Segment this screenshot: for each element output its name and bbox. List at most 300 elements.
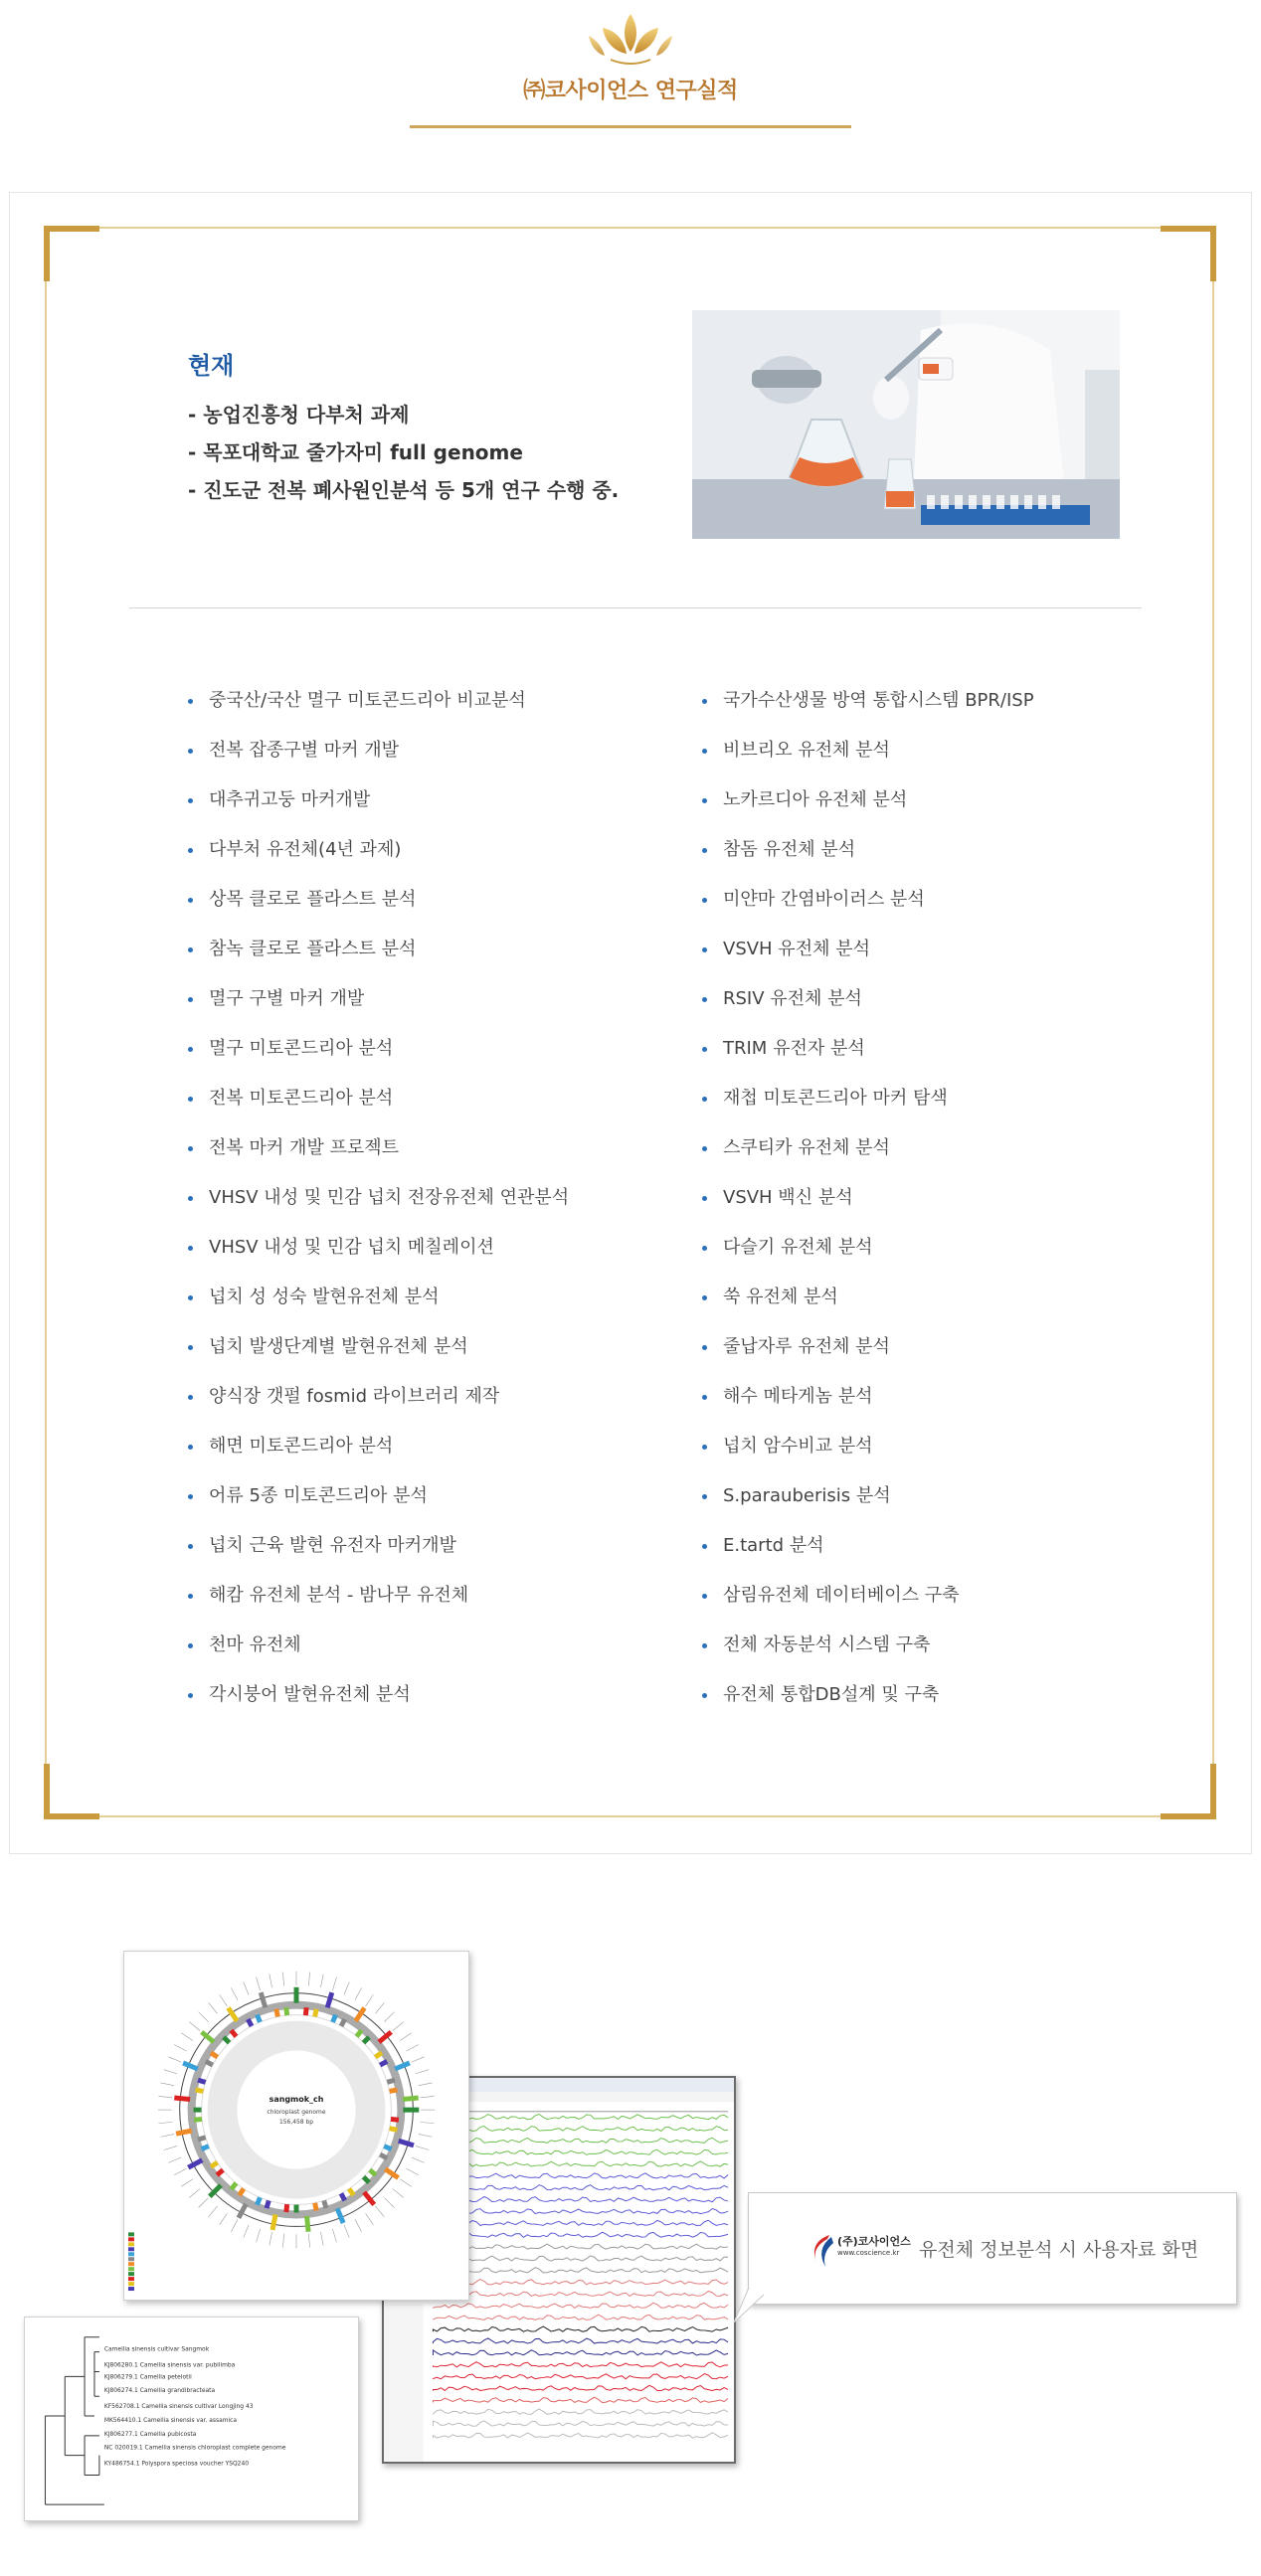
project-label: 미얀마 간염바이러스 분석	[723, 889, 925, 910]
gene-tick	[393, 2022, 404, 2031]
project-label: 상목 클로로 플라스트 분석	[209, 889, 417, 910]
project-label: E.tartd 분석	[723, 1535, 824, 1556]
list-item	[188, 676, 665, 726]
legend-swatch	[128, 2272, 134, 2276]
gene-block	[403, 2098, 419, 2100]
gene-tick	[406, 2044, 418, 2051]
legend-swatch	[128, 2232, 134, 2236]
coverage-track	[433, 2326, 728, 2331]
gene-tick	[174, 2168, 186, 2175]
project-label: 국가수산생물 방역 통합시스템 BPR/ISP	[723, 690, 1034, 711]
current-project-item: - 목포대학교 줄가자미 full genome	[188, 440, 523, 464]
circle-size: 156,458 bp	[278, 2119, 314, 2127]
bullet-icon	[702, 699, 707, 704]
list-item	[702, 1024, 1179, 1074]
gene-tick	[158, 2096, 172, 2097]
company-url: www.coscience.kr	[837, 2249, 900, 2257]
frame-corner-top-left	[44, 226, 99, 281]
bullet-icon	[702, 1445, 707, 1450]
list-item	[188, 1471, 665, 1521]
list-item	[188, 825, 665, 875]
gene-block	[327, 1992, 332, 2007]
project-label: 다슬기 유전체 분석	[723, 1237, 873, 1258]
bullet-icon	[188, 947, 193, 952]
gene-tick	[412, 2157, 425, 2162]
bullet-icon	[188, 1693, 193, 1698]
tree-leaf-label: KJ806274.1 Camellia grandibracteata	[103, 2387, 216, 2395]
tree-leaf-label: KY486754.1 Polyspora speciosa voucher YSQ240	[103, 2460, 250, 2468]
chloroplast-genome-map	[123, 1951, 469, 2301]
project-label: 줄납자루 유전체 분석	[723, 1336, 890, 1357]
project-label: 해수 메타게놈 분석	[723, 1386, 873, 1407]
gene-tick	[231, 1987, 238, 1999]
project-label: RSIV 유전체 분석	[723, 988, 862, 1009]
gene-tick	[164, 2070, 177, 2074]
gene-tick	[244, 2225, 249, 2238]
gene-tick	[332, 1977, 336, 1990]
project-label: 전복 잡종구별 마커 개발	[209, 740, 400, 761]
gene-tick	[320, 1975, 323, 1988]
coverage-track	[433, 2421, 728, 2426]
gene-tick	[400, 2033, 412, 2041]
list-item	[188, 1173, 665, 1223]
gene-tick	[220, 2213, 228, 2225]
project-list-right	[702, 676, 1179, 1720]
current-heading: 현재	[188, 352, 235, 380]
project-label: 대추귀고둥 마커개발	[209, 789, 371, 810]
tree-leaf-label: KJ806277.1 Camellia pubicosta	[103, 2430, 197, 2438]
gene-block	[201, 2147, 208, 2149]
project-label: 해면 미토콘드리아 분석	[209, 1436, 394, 1457]
bullet-icon	[188, 1643, 193, 1648]
bullet-icon	[188, 1494, 193, 1499]
coverage-track	[433, 2374, 728, 2379]
project-label: 양식장 갯펄 fosmid 라이브러리 제작	[209, 1386, 500, 1407]
list-item	[188, 1670, 665, 1720]
project-label: 넙치 성 성숙 발현유전체 분석	[209, 1287, 440, 1307]
bullet-icon	[188, 1345, 193, 1350]
gene-block	[391, 2119, 399, 2120]
current-project-item: - 진도군 전복 폐사원인분석 등 5개 연구 수행 중.	[188, 478, 620, 502]
list-item	[702, 1670, 1179, 1720]
circle-title: sangmok_ch	[269, 2095, 324, 2105]
list-item	[188, 1621, 665, 1670]
bullet-icon	[702, 749, 707, 754]
project-label: 중국산/국산 멸구 미토콘드리아 비교분석	[209, 690, 526, 711]
coverage-track	[433, 2196, 728, 2201]
bullet-icon	[702, 1494, 707, 1499]
gene-tick	[416, 2070, 429, 2074]
bullet-icon	[188, 1295, 193, 1300]
gene-tick	[257, 2229, 261, 2242]
gene-tick	[282, 2234, 283, 2248]
gene-block	[174, 2098, 190, 2100]
gene-block	[276, 2009, 278, 2017]
gene-block	[286, 2204, 287, 2212]
project-label: 전체 자동분석 시스템 구축	[723, 1634, 931, 1655]
gene-block	[337, 2208, 343, 2223]
list-item	[702, 1074, 1179, 1123]
bullet-icon	[702, 997, 707, 1002]
gene-tick	[412, 2057, 425, 2062]
legend-swatch	[128, 2247, 134, 2251]
gene-tick	[282, 1973, 283, 1986]
list-item	[702, 1621, 1179, 1670]
project-label: 유전체 통합DB설계 및 구축	[723, 1684, 940, 1705]
gene-tick	[400, 2179, 412, 2187]
coverage-track	[433, 2232, 728, 2237]
bullet-icon	[188, 1594, 193, 1599]
project-label: 각시붕어 발현유전체 분석	[209, 1684, 411, 1705]
current-projects-list	[188, 396, 619, 509]
project-label: TRIM 유전자 분석	[723, 1038, 865, 1059]
gene-block	[198, 2080, 206, 2082]
gene-block	[231, 2183, 236, 2189]
project-label: 전복 마커 개발 프로젝트	[209, 1137, 400, 1158]
bullet-icon	[188, 848, 193, 853]
gene-block	[363, 2037, 369, 2043]
gene-block	[390, 2090, 398, 2092]
coverage-track	[433, 2244, 728, 2249]
gene-block	[380, 2154, 387, 2158]
gene-tick	[209, 2002, 218, 2013]
gene-block	[224, 2037, 230, 2043]
project-label: 멸구 미토콘드리아 분석	[209, 1038, 394, 1059]
gene-tick	[419, 2135, 433, 2138]
gene-block	[194, 2119, 202, 2120]
gene-tick	[344, 1981, 349, 1994]
legend-swatch	[128, 2257, 134, 2261]
company-name: (주)코사이언스	[837, 2235, 911, 2248]
list-item	[188, 925, 665, 974]
list-item	[702, 1372, 1179, 1422]
gene-block	[333, 2015, 336, 2022]
project-label: VSVH 유전체 분석	[723, 939, 870, 959]
bullet-icon	[188, 997, 193, 1002]
gene-block	[384, 2147, 391, 2149]
project-label: 다부처 유전체(4년 과제)	[209, 839, 402, 860]
gene-block	[315, 2203, 317, 2211]
bullet-icon	[702, 1196, 707, 1201]
gene-block	[341, 2019, 345, 2026]
bullet-icon	[702, 898, 707, 903]
gene-tick	[393, 2189, 404, 2198]
gene-block	[210, 2185, 221, 2196]
bullet-icon	[702, 1693, 707, 1698]
gene-tick	[421, 2096, 435, 2097]
gene-tick	[189, 2189, 200, 2198]
project-label: VSVH 백신 분석	[723, 1187, 853, 1208]
gene-block	[176, 2131, 192, 2134]
bullet-icon	[188, 699, 193, 704]
gene-block	[399, 2141, 414, 2146]
gene-block	[387, 2080, 395, 2082]
gene-tick	[231, 2220, 238, 2232]
gene-block	[257, 2197, 260, 2204]
gene-tick	[164, 2146, 177, 2149]
legend-swatch	[128, 2287, 134, 2291]
list-item	[188, 974, 665, 1024]
coverage-track	[433, 2115, 728, 2120]
gene-block	[357, 2030, 362, 2036]
gene-tick	[355, 1987, 362, 1999]
list-item	[702, 925, 1179, 974]
section-divider	[129, 607, 1142, 608]
project-label: 전복 미토콘드리아 분석	[209, 1088, 394, 1109]
gene-tick	[199, 2012, 209, 2022]
gene-block	[240, 2188, 244, 2195]
gene-tick	[320, 2232, 323, 2246]
list-item	[702, 1123, 1179, 1173]
project-label: VHSV 내성 및 민감 넙치 메칠레이션	[209, 1237, 494, 1258]
gene-block	[395, 2063, 410, 2069]
tree-leaf-label: Camellia sinensis cultivar Sangmok	[103, 2345, 210, 2353]
callout-tail	[726, 2287, 766, 2326]
gene-block	[196, 2090, 204, 2092]
legend-swatch	[128, 2242, 134, 2246]
project-label: 넙치 근육 발현 유전자 마커개발	[209, 1535, 456, 1556]
bullet-icon	[702, 1643, 707, 1648]
bullet-icon	[188, 1246, 193, 1251]
coverage-track	[433, 2385, 728, 2390]
legend-swatch	[128, 2252, 134, 2256]
list-item	[702, 1273, 1179, 1322]
coverage-track	[433, 2256, 728, 2261]
project-label: 참녹 클로로 플라스트 분석	[209, 939, 417, 959]
list-item	[188, 1322, 665, 1372]
coverage-track	[433, 2350, 728, 2355]
coverage-track	[433, 2173, 728, 2178]
list-item	[188, 1123, 665, 1173]
gene-block	[341, 2193, 345, 2200]
gene-tick	[332, 2229, 336, 2242]
bullet-icon	[188, 1395, 193, 1400]
list-item	[702, 974, 1179, 1024]
gene-block	[239, 2204, 246, 2218]
bullet-icon	[188, 1196, 193, 1201]
coverage-track	[433, 2315, 728, 2319]
list-item	[188, 1273, 665, 1322]
gene-tick	[168, 2057, 181, 2062]
bullet-icon	[702, 1594, 707, 1599]
gene-tick	[209, 2206, 218, 2217]
frame-corner-top-right	[1161, 226, 1216, 281]
project-label: 삼림유전체 데이터베이스 구축	[723, 1585, 960, 1606]
gene-tick	[375, 2206, 384, 2217]
list-item	[188, 726, 665, 775]
bullet-icon	[188, 798, 193, 803]
gene-block	[206, 2061, 213, 2065]
gene-tick	[270, 2232, 272, 2246]
gene-block	[211, 2053, 218, 2057]
lab-photo	[692, 310, 1120, 539]
title-divider	[410, 125, 851, 128]
gene-tick	[366, 1994, 374, 2006]
gene-tick	[308, 1973, 309, 1986]
gene-block	[198, 2138, 206, 2140]
list-item	[702, 1173, 1179, 1223]
legend-swatch	[128, 2237, 134, 2241]
tree-leaf-label: MK564410.1 Camellia sinensis var. assamica	[103, 2416, 238, 2424]
bullet-icon	[188, 749, 193, 754]
circle-subtitle: chloroplast genome	[267, 2109, 326, 2117]
coverage-track	[433, 2338, 728, 2343]
page-title: ㈜코사이언스 연구실적	[523, 79, 738, 103]
coverage-track	[433, 2220, 728, 2225]
gene-tick	[189, 2022, 200, 2031]
gene-tick	[419, 2083, 433, 2086]
gene-block	[349, 2188, 353, 2195]
gene-block	[286, 2007, 287, 2015]
bullet-icon	[188, 1097, 193, 1102]
tree-leaf-label: NC 020019.1 Camellia sinensis chloroplast complete genome	[103, 2444, 286, 2452]
bullet-icon	[702, 1544, 707, 1549]
tree-leaf-label: KF562708.1 Camellia sinensis cultivar Longjing 43	[103, 2403, 254, 2411]
project-label: 재첩 미토콘드리아 마커 탐색	[723, 1088, 948, 1109]
gene-block	[307, 2216, 309, 2232]
coverage-track	[433, 2397, 728, 2402]
list-item	[702, 1223, 1179, 1273]
legend-swatch	[128, 2267, 134, 2271]
gene-tick	[355, 2220, 362, 2232]
list-item	[702, 775, 1179, 825]
frame-corner-bottom-right	[1161, 1764, 1216, 1819]
gene-tick	[406, 2168, 418, 2175]
coverage-track	[433, 2409, 728, 2414]
project-label: S.parauberisis 분석	[723, 1485, 891, 1506]
project-label: 노카르디아 유전체 분석	[723, 789, 908, 810]
bullet-icon	[702, 1047, 707, 1052]
list-item	[188, 1074, 665, 1123]
frame-corner-bottom-left	[44, 1764, 99, 1819]
bullet-icon	[702, 1097, 707, 1102]
list-item	[188, 1372, 665, 1422]
project-label: 넙치 암수비교 분석	[723, 1436, 873, 1457]
phylogenetic-tree	[24, 2317, 359, 2521]
bullet-icon	[188, 1544, 193, 1549]
gene-tick	[385, 2198, 395, 2208]
gene-tick	[375, 2002, 384, 2013]
gene-tick	[199, 2198, 209, 2208]
gene-tick	[416, 2146, 429, 2149]
gene-block	[324, 2200, 326, 2208]
bullet-icon	[702, 1395, 707, 1400]
bullet-icon	[702, 1295, 707, 1300]
gene-block	[363, 2177, 369, 2183]
project-label: 해캄 유전체 분석 - 밤나무 유전체	[209, 1585, 469, 1606]
gene-block	[315, 2009, 317, 2017]
gene-block	[305, 2007, 306, 2015]
bullet-icon	[188, 1445, 193, 1450]
gene-tick	[181, 2033, 193, 2041]
gene-block	[183, 2063, 198, 2069]
gene-block	[261, 1992, 266, 2007]
bullet-icon	[702, 1246, 707, 1251]
bullet-icon	[702, 798, 707, 803]
gene-tick	[174, 2044, 186, 2051]
list-item	[702, 1322, 1179, 1372]
gene-tick	[385, 2012, 395, 2022]
gene-tick	[220, 1994, 228, 2006]
bullet-icon	[702, 947, 707, 952]
coverage-track	[433, 2209, 728, 2214]
gene-block	[370, 2170, 376, 2175]
gene-block	[217, 2170, 223, 2175]
coverage-track	[433, 2433, 728, 2438]
bullet-icon	[702, 1146, 707, 1151]
list-item	[702, 1422, 1179, 1471]
legend-swatch	[128, 2277, 134, 2281]
tree-leaf-label: KJ806280.1 Camellia sinensis var. pubilimba	[103, 2361, 236, 2369]
project-list-left	[188, 676, 665, 1720]
coverage-track	[433, 2161, 728, 2166]
list-item	[702, 1471, 1179, 1521]
list-item	[702, 676, 1179, 726]
gene-tick	[160, 2135, 174, 2138]
gene-tick	[181, 2179, 193, 2187]
bullet-icon	[188, 898, 193, 903]
current-project-item: - 농업진흥청 다부처 과제	[188, 403, 410, 427]
list-item	[702, 825, 1179, 875]
coverage-track	[433, 2291, 728, 2296]
bullet-icon	[188, 1146, 193, 1151]
coverage-track	[433, 2362, 728, 2367]
bullet-icon	[702, 848, 707, 853]
project-label: 천마 유전체	[209, 1634, 301, 1655]
coverage-track	[433, 2126, 728, 2131]
gene-tick	[366, 2213, 374, 2225]
list-item	[702, 1571, 1179, 1621]
legend-swatch	[128, 2282, 134, 2286]
list-item	[702, 1521, 1179, 1571]
list-item	[188, 775, 665, 825]
coverage-track	[433, 2185, 728, 2190]
gene-tick	[168, 2157, 181, 2162]
gene-block	[257, 2015, 260, 2022]
gene-tick	[158, 2122, 172, 2123]
gene-tick	[308, 2234, 309, 2248]
legend-swatch	[128, 2262, 134, 2266]
callout-caption: 유전체 정보분석 시 사용자료 화면	[919, 2239, 1199, 2261]
project-label: 멸구 구별 마커 개발	[209, 988, 365, 1009]
project-label: 비브리오 유전체 분석	[723, 740, 890, 761]
project-label: 넙치 발생단계별 발현유전체 분석	[209, 1336, 468, 1357]
gene-block	[267, 2200, 269, 2208]
gene-tick	[344, 2225, 349, 2238]
list-item	[188, 1521, 665, 1571]
project-label: VHSV 내성 및 민감 넙치 전장유전체 연관분석	[209, 1187, 570, 1208]
gene-tick	[244, 1981, 249, 1994]
gene-block	[375, 2053, 382, 2057]
list-item	[188, 875, 665, 925]
gene-block	[390, 2129, 398, 2131]
bullet-icon	[702, 1345, 707, 1350]
coverage-track	[433, 2268, 728, 2273]
gene-tick	[270, 1975, 272, 1988]
coverage-track	[433, 2149, 728, 2154]
list-item	[702, 875, 1179, 925]
gene-block	[188, 2160, 202, 2167]
project-label: 스쿠티카 유전체 분석	[723, 1137, 890, 1158]
list-item	[188, 1422, 665, 1471]
tree-leaf-label: KJ806279.1 Camellia petelotii	[103, 2373, 192, 2381]
gene-block	[231, 2030, 236, 2036]
gene-block	[211, 2162, 218, 2166]
bullet-icon	[188, 1047, 193, 1052]
lotus-logo-icon	[581, 10, 680, 68]
gene-tick	[421, 2122, 435, 2123]
gene-block	[248, 2019, 252, 2026]
